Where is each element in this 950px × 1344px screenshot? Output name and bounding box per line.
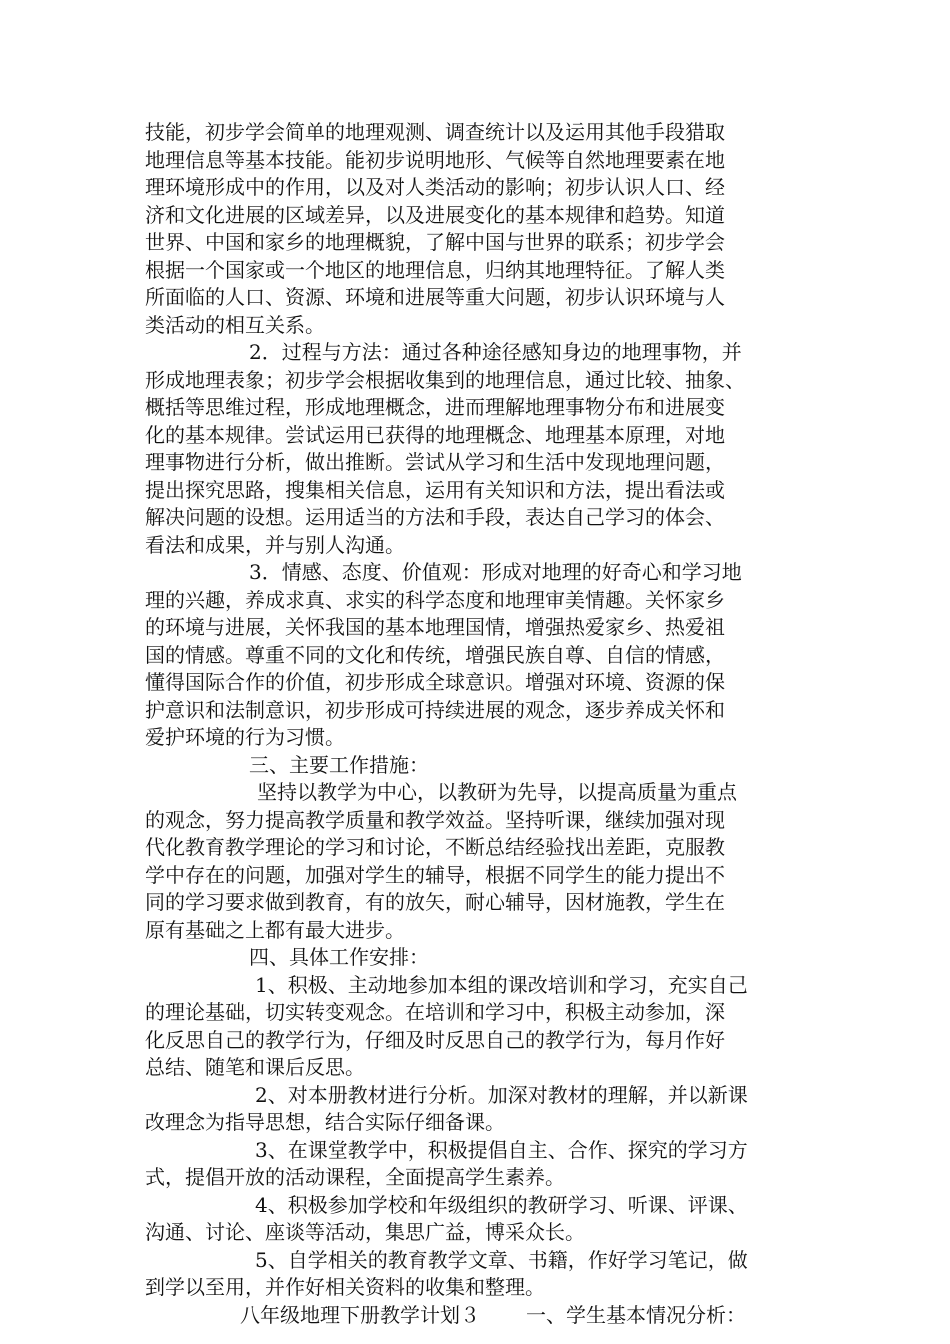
document-body (145, 119, 810, 1302)
text-line: 所面临的人口、资源、环境和进展等重大问题，初步认识环境与人 (145, 285, 725, 309)
text-line: 济和文化进展的区域差异，以及进展变化的基本规律和趋势。知道 (145, 202, 725, 227)
text-line: 化反思自己的教学行为，仔细及时反思自己的教学行为，每月作好 (145, 1027, 725, 1052)
text-line: 看法和成果，并与别人沟通。 (145, 532, 405, 557)
final-line (145, 1302, 810, 1330)
text-line: 总结、随笔和课后反思。 (145, 1055, 365, 1079)
text-line: 1、积极、主动地参加本组的课改培训和学习，充实自己 (255, 972, 748, 997)
text-line: 化的基本规律。尝试运用已获得的地理概念、地理基本原理，对地 (145, 422, 725, 447)
text-line: 懂得国际合作的价值，初步形成全球意识。增强对环境、资源的保 (145, 670, 725, 694)
section-heading: 一、学生基本情况分析： (526, 1302, 746, 1327)
plan-heading: 八年级地理下册教学计划３ (240, 1302, 480, 1327)
text-line: 3．情感、态度、价值观：形成对地理的好奇心和学习地 (249, 560, 742, 584)
text-line: 的观念，努力提高教学质量和教学效益。坚持听课，继续加强对现 (145, 807, 725, 832)
text-line: 同的学习要求做到教育，有的放矢，耐心辅导，因材施教，学生在 (145, 890, 725, 914)
text-line: 解决问题的设想。运用适当的方法和手段，表达自己学习的体会、 (145, 505, 725, 529)
text-line: 地理信息等基本技能。能初步说明地形、气候等自然地理要素在地 (145, 147, 725, 172)
text-line: 四、具体工作安排： (249, 945, 429, 969)
text-line: 学中存在的问题，加强对学生的辅导，根据不同学生的能力提出不 (145, 862, 725, 887)
text-line: 护意识和法制意识，初步形成可持续进展的观念，逐步养成关怀和 (145, 697, 725, 722)
text-line: 三、主要工作措施： (249, 752, 429, 777)
text-line: 代化教育教学理论的学习和讨论，不断总结经验找出差距，克服教 (145, 835, 725, 859)
text-line: 的环境与进展，关怀我国的基本地理国情，增强热爱家乡、热爱祖 (145, 615, 725, 639)
text-line: 坚持以教学为中心，以教研为先导，以提高质量为重点 (257, 780, 737, 804)
text-line: 的理论基础，切实转变观念。在培训和学习中，积极主动参加，深 (145, 1000, 725, 1024)
text-line: 国的情感。尊重不同的文化和传统，增强民族自尊、自信的情感， (145, 642, 725, 667)
text-line: 技能，初步学会简单的地理观测、调查统计以及运用其他手段猎取 (145, 120, 725, 144)
text-line: 理环境形成中的作用，以及对人类活动的影响；初步认识人口、经 (145, 175, 725, 199)
text-line: 根据一个国家或一个地区的地理信息，归纳其地理特征。了解人类 (145, 257, 725, 282)
text-line: 到学以至用，并作好相关资料的收集和整理。 (145, 1275, 545, 1299)
text-line: 3、在课堂教学中，积极提倡自主、合作、探究的学习方 (255, 1137, 748, 1162)
text-line: 2．过程与方法：通过各种途径感知身边的地理事物，并 (249, 340, 742, 364)
text-line: 理的兴趣，养成求真、求实的科学态度和地理审美情趣。关怀家乡 (145, 587, 725, 612)
text-line: 原有基础之上都有最大进步。 (145, 917, 405, 942)
text-line: 概括等思维过程，形成地理概念，进而理解地理事物分布和进展变 (145, 395, 725, 419)
text-line: 世界、中国和家乡的地理概貌，了解中国与世界的联系；初步学会 (145, 230, 725, 254)
text-line: 5、自学相关的教育教学文章、书籍，作好学习笔记，做 (255, 1247, 748, 1272)
text-line: 4、积极参加学校和年级组织的教研学习、听课、评课、 (255, 1192, 748, 1217)
text-line: 沟通、讨论、座谈等活动，集思广益，博采众长。 (145, 1220, 585, 1244)
text-line: 式，提倡开放的活动课程，全面提高学生素养。 (145, 1165, 565, 1189)
document-page (145, 119, 810, 1329)
text-line: 提出探究思路，搜集相关信息，运用有关知识和方法，提出看法或 (145, 477, 725, 502)
text-line: 改理念为指导思想，结合实际仔细备课。 (145, 1110, 505, 1134)
text-line: 理事物进行分析，做出推断。尝试从学习和生活中发现地理问题， (145, 450, 725, 474)
text-line: 2、对本册教材进行分析。加深对教材的理解，并以新课 (255, 1082, 748, 1107)
text-line: 爱护环境的行为习惯。 (145, 725, 345, 749)
text-line: 形成地理表象；初步学会根据收集到的地理信息，通过比较、抽象、 (145, 367, 745, 392)
text-line: 类活动的相互关系。 (145, 312, 325, 337)
